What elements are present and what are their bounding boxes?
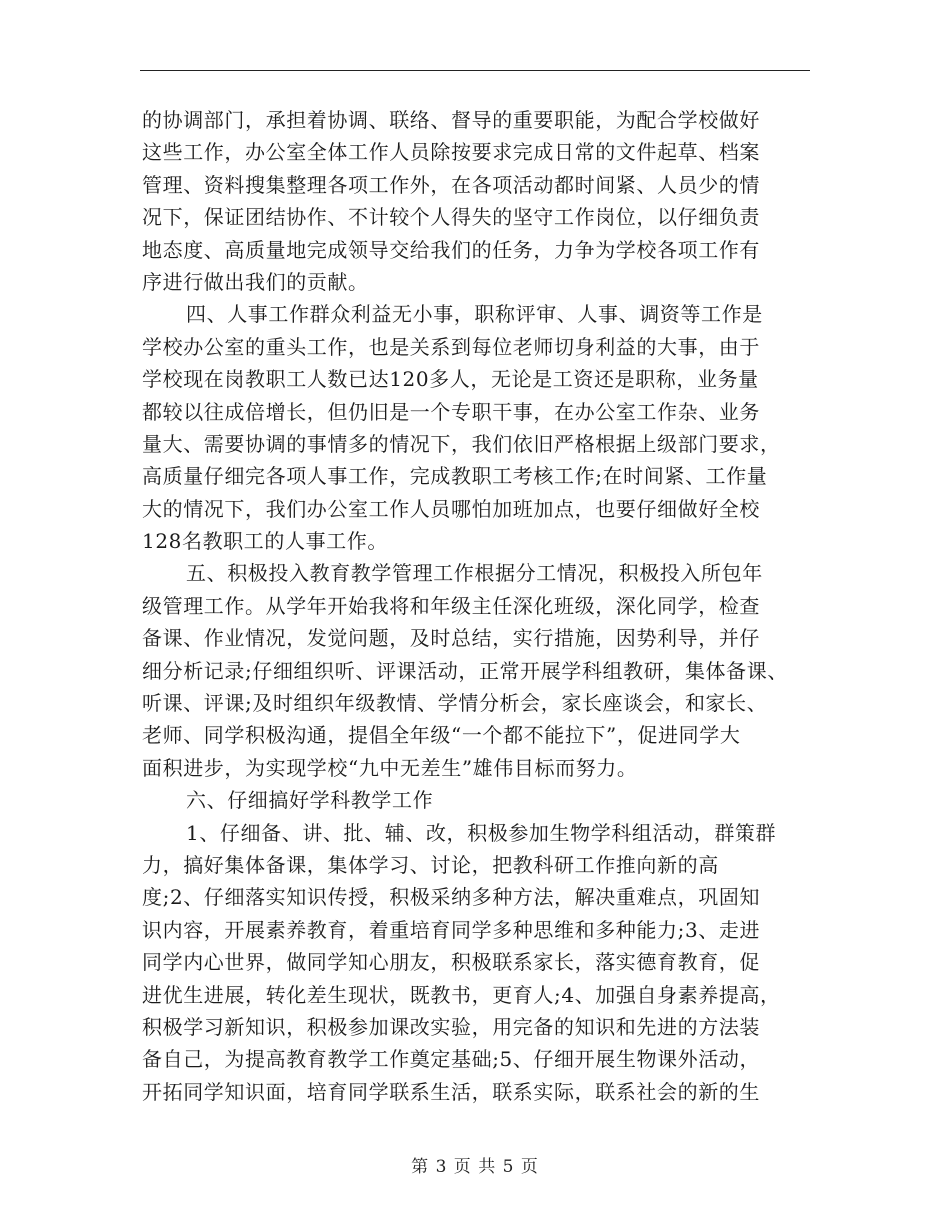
text-line: 面积进步，为实现学校“九中无差生”雄伟目标而努力。 bbox=[142, 755, 638, 780]
text-line: 量大、需要协调的事情多的情况下，我们依旧严格根据上级部门要求， bbox=[142, 431, 781, 456]
text-line: 备自己，为提高教育教学工作奠定基础;5、仔细开展生物课外活动， bbox=[142, 1047, 761, 1072]
text-line: 高质量仔细完各项人事工作，完成教职工考核工作;在时间紧、工作量 bbox=[142, 464, 768, 489]
text-line: 四、人事工作群众利益无小事，职称评审、人事、调资等工作是 bbox=[186, 302, 763, 327]
text-line: 这些工作，办公室全体工作人员除按要求完成日常的文件起草、档案 bbox=[142, 140, 760, 165]
text-line: 备课、作业情况，发觉问题，及时总结，实行措施，因势利导，并仔 bbox=[142, 626, 760, 651]
text-line: 细分析记录;仔细组织听、评课活动，正常开展学科组教研，集体备课、 bbox=[142, 658, 788, 683]
text-line: 都较以往成倍增长，但仍旧是一个专职干事，在办公室工作杂、业务 bbox=[142, 399, 760, 424]
text-line: 1、仔细备、讲、批、辅、改，积极参加生物学科组活动，群策群 bbox=[186, 820, 777, 845]
text-line: 识内容，开展素养教育，着重培育同学多种思维和多种能力;3、走进 bbox=[142, 917, 761, 942]
text-line: 大的情况下，我们办公室工作人员哪怕加班加点，也要仔细做好全校 bbox=[142, 496, 760, 521]
text-line: 管理、资料搜集整理各项工作外，在各项活动都时间紧、人员少的情 bbox=[142, 172, 760, 197]
text-line: 五、积极投入教育教学管理工作根据分工情况，积极投入所包年 bbox=[186, 561, 763, 586]
text-line: 进优生进展，转化差生现状，既教书，更育人;4、加强自身素养提高， bbox=[142, 982, 781, 1007]
text-line: 老师、同学积极沟通，提倡全年级“一个都不能拉下”，促进同学大 bbox=[142, 723, 741, 748]
text-line: 况下，保证团结协作、不计较个人得失的坚守工作岗位，以仔细负责 bbox=[142, 205, 760, 230]
text-line: 学校办公室的重头工作，也是关系到每位老师切身利益的大事，由于 bbox=[142, 334, 760, 359]
page-number: 第 3 页 共 5 页 bbox=[411, 1157, 539, 1177]
text-line: 的协调部门，承担着协调、联络、督导的重要职能，为配合学校做好 bbox=[142, 108, 760, 132]
text-line: 地态度、高质量地完成领导交给我们的任务，力争为学校各项工作有 bbox=[142, 237, 760, 262]
text-line: 序进行做出我们的贡献。 bbox=[142, 269, 369, 294]
text-line: 听课、评课;及时组织年级教情、学情分析会，家长座谈会，和家长、 bbox=[142, 691, 768, 716]
text-line: 积极学习新知识，积极参加课改实验，用完备的知识和先进的方法装 bbox=[142, 1014, 760, 1039]
text-line: 级管理工作。从学年开始我将和年级主任深化班级，深化同学，检查 bbox=[142, 593, 760, 618]
header-rule bbox=[140, 70, 810, 71]
text-line: 六、仔细搞好学科教学工作 bbox=[186, 788, 434, 813]
text-line: 同学内心世界，做同学知心朋友，积极联系家长，落实德育教育，促 bbox=[142, 950, 760, 975]
text-line: 学校现在岗教职工人数已达120多人，无论是工资还是职称，业务量 bbox=[142, 367, 759, 392]
text-line: 128名教职工的人事工作。 bbox=[142, 529, 388, 554]
document-body bbox=[142, 104, 822, 1108]
text-line: 度;2、仔细落实知识传授，积极采纳多种方法，解决重难点，巩固知 bbox=[142, 885, 761, 910]
text-line: 开拓同学知识面，培育同学联系生活，联系实际，联系社会的新的生 bbox=[142, 1079, 760, 1104]
text-line: 力，搞好集体备课，集体学习、讨论，把教科研工作推向新的高 bbox=[142, 852, 719, 877]
